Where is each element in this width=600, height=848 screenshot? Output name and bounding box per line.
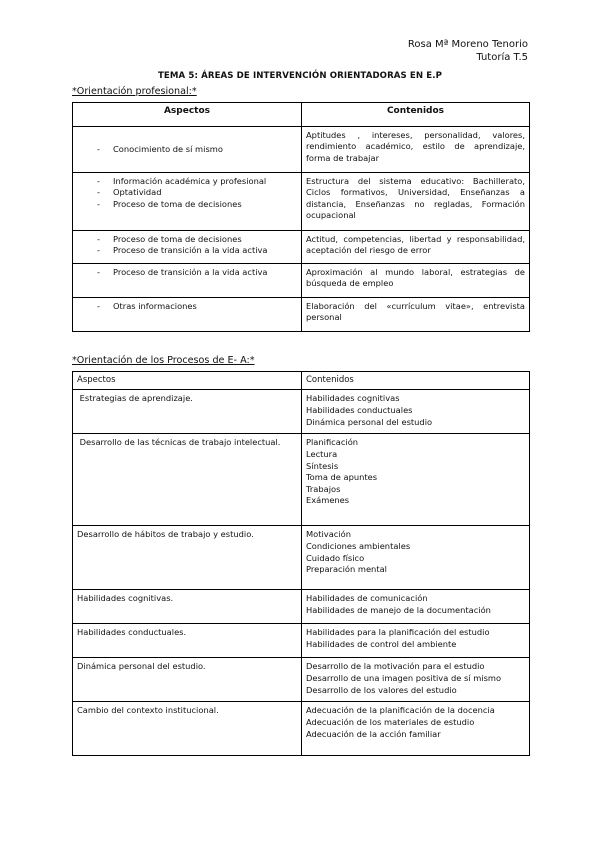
table-row bbox=[73, 298, 530, 332]
contenido-line: Motivación bbox=[306, 529, 351, 540]
aspecto-cell: Desarrollo de las técnicas de trabajo intelectual. bbox=[73, 434, 302, 526]
contenido-line: Síntesis bbox=[306, 460, 339, 471]
document-title: TEMA 5: ÁREAS DE INTERVENCIÓN ORIENTADORAS EN E.P bbox=[157, 71, 443, 81]
contenidos-cell bbox=[302, 590, 530, 624]
aspecto-cell: Habilidades conductuales. bbox=[73, 624, 302, 658]
list-item bbox=[97, 301, 297, 312]
aspectos-cell bbox=[73, 298, 302, 332]
section2-heading: *Orientación de los Procesos de E- A:* bbox=[72, 355, 255, 366]
contenidos-cell bbox=[302, 434, 530, 526]
table-row bbox=[73, 658, 530, 702]
list-item bbox=[97, 199, 297, 210]
orientacion-procesos-table bbox=[72, 371, 530, 756]
contenido-line: Exámenes bbox=[306, 495, 350, 506]
list-item bbox=[97, 187, 297, 198]
aspecto-text: Proceso de transición a la vida activa bbox=[113, 245, 268, 256]
contenidos-cell: Elaboración del «currículum vitae», entrevista personal bbox=[302, 298, 530, 332]
col-header-aspectos: Aspectos bbox=[73, 103, 302, 127]
bullet-dash: - bbox=[97, 176, 100, 186]
col-header-contenidos: Contenidos bbox=[302, 103, 530, 127]
aspectos-cell bbox=[73, 173, 302, 231]
bullet-dash: - bbox=[97, 267, 100, 277]
contenido-line: Adecuación de los materiales de estudio bbox=[306, 717, 475, 727]
contenido-line: Trabajos bbox=[306, 483, 341, 494]
aspectos-cell bbox=[73, 264, 302, 298]
list-item bbox=[97, 234, 297, 245]
aspecto-text: Información académica y profesional bbox=[113, 176, 267, 186]
contenido-line: Adecuación de la acción familiar bbox=[306, 728, 441, 739]
table-row bbox=[73, 590, 530, 624]
orientacion-profesional-table bbox=[72, 102, 530, 332]
author-name: Rosa Mª Moreno Tenorio bbox=[407, 39, 528, 50]
contenidos-cell: Aptitudes , intereses, personalidad, valores, rendimiento académico, estilo de aprendizaje, forma de trabajar bbox=[302, 127, 530, 173]
contenido-line: Desarrollo de la motivación para el estudio bbox=[306, 661, 485, 672]
contenido-line: Toma de apuntes bbox=[306, 472, 378, 483]
contenido-line: Planificación bbox=[306, 437, 359, 448]
contenido-line: Condiciones ambientales bbox=[306, 541, 411, 551]
aspectos-cell bbox=[73, 231, 302, 264]
aspecto-text: Optatividad bbox=[113, 187, 162, 198]
aspecto-cell: Estrategias de aprendizaje. bbox=[73, 390, 302, 434]
contenidos-cell bbox=[302, 702, 530, 756]
table-row bbox=[73, 624, 530, 658]
bullet-dash: - bbox=[97, 143, 100, 154]
contenidos-cell bbox=[302, 658, 530, 702]
table-row bbox=[73, 526, 530, 590]
aspecto-text: Proceso de toma de decisiones bbox=[113, 198, 242, 209]
contenido-line: Habilidades de comunicación bbox=[306, 593, 428, 604]
list-item bbox=[97, 144, 297, 155]
contenido-line: Desarrollo de los valores del estudio bbox=[306, 684, 457, 695]
contenido-line: Habilidades cognitivas bbox=[306, 393, 400, 404]
contenidos-cell: Actitud, competencias, libertad y responsabilidad, aceptación del riesgo de error bbox=[302, 231, 530, 264]
contenidos-cell bbox=[302, 390, 530, 434]
contenido-line: Adecuación de la planificación de la docencia bbox=[306, 705, 495, 716]
aspecto-cell: Dinámica personal del estudio. bbox=[73, 658, 302, 702]
table-row bbox=[73, 434, 530, 526]
aspecto-cell: Cambio del contexto institucional. bbox=[73, 702, 302, 756]
table-row bbox=[73, 390, 530, 434]
table-row bbox=[73, 264, 530, 298]
table-row bbox=[73, 173, 530, 231]
list-item bbox=[97, 245, 297, 256]
aspecto-text: Otras informaciones bbox=[113, 301, 197, 311]
table-row bbox=[73, 231, 530, 264]
contenido-line: Habilidades para la planificación del estudio bbox=[306, 627, 490, 638]
bullet-dash: - bbox=[97, 234, 100, 244]
contenidos-cell bbox=[302, 624, 530, 658]
aspecto-text: Conocimiento de sí mismo bbox=[113, 143, 223, 154]
contenido-line: Habilidades de manejo de la documentación bbox=[306, 605, 491, 615]
list-item bbox=[97, 176, 297, 187]
header-block bbox=[408, 38, 528, 64]
section1-heading: *Orientación profesional:* bbox=[72, 86, 197, 97]
list-item bbox=[97, 267, 297, 278]
table-row bbox=[73, 702, 530, 756]
aspecto-cell: Habilidades cognitivas. bbox=[73, 590, 302, 624]
aspecto-text: Proceso de transición a la vida activa bbox=[113, 267, 268, 277]
aspectos-cell bbox=[73, 127, 302, 173]
aspecto-text: Proceso de toma de decisiones bbox=[113, 234, 242, 244]
aspecto-cell: Desarrollo de hábitos de trabajo y estudio. bbox=[73, 526, 302, 590]
bullet-dash: - bbox=[97, 198, 100, 209]
bullet-dash: - bbox=[97, 301, 100, 311]
contenidos-cell: Estructura del sistema educativo: Bachillerato, Ciclos formativos, Universidad, Enseñanzas a distancia, Enseñanzas no regladas, Formación ocupacional bbox=[302, 173, 530, 231]
contenidos-cell bbox=[302, 526, 530, 590]
contenido-line: Desarrollo de una imagen positiva de sí mismo bbox=[306, 673, 502, 683]
bullet-dash: - bbox=[97, 245, 100, 256]
col-header-aspectos-2: Aspectos bbox=[73, 372, 302, 390]
contenidos-cell: Aproximación al mundo laboral, estrategias de búsqueda de empleo bbox=[302, 264, 530, 298]
contenido-line: Preparación mental bbox=[306, 564, 387, 575]
col-header-contenidos-2: Contenidos bbox=[302, 372, 530, 390]
table-row bbox=[73, 127, 530, 173]
contenido-line: Cuidado físico bbox=[306, 552, 365, 563]
contenido-line: Habilidades conductuales bbox=[306, 405, 413, 415]
contenido-line: Dinámica personal del estudio bbox=[306, 416, 433, 427]
subject-label: Tutoría T.5 bbox=[476, 52, 528, 63]
contenido-line: Lectura bbox=[306, 449, 338, 459]
contenido-line: Habilidades de control del ambiente bbox=[306, 639, 457, 649]
bullet-dash: - bbox=[97, 187, 100, 198]
